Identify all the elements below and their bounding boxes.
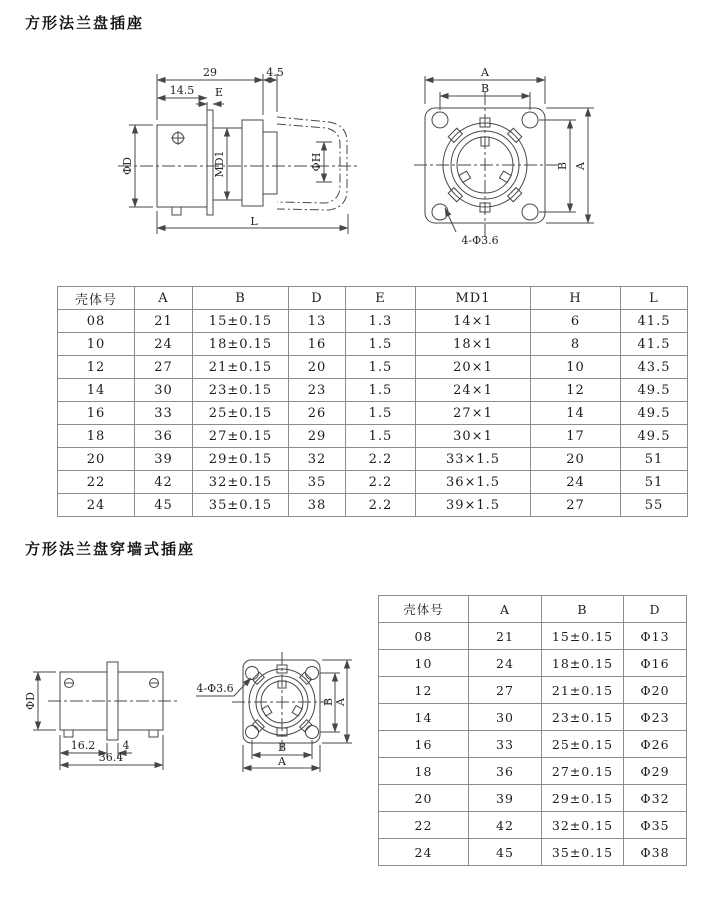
table-cell: 24 [531,471,621,494]
drawing-wall-socket-side [20,642,205,782]
drawing-flange-socket-side [96,58,368,240]
table-cell: 51 [621,471,688,494]
table-cell: 1.5 [346,402,416,425]
table-cell: 26 [289,402,346,425]
table-cell: 27×1 [416,402,531,425]
table-row [58,379,688,402]
table-cell: 29 [289,425,346,448]
table-cell: 38 [289,494,346,517]
table-cell: Φ38 [624,839,687,866]
table-cell: 15±0.15 [542,623,624,650]
table-cell: 49.5 [621,402,688,425]
flange-socket-spec-table [57,286,688,517]
table-row [58,448,688,471]
table-cell: 41.5 [621,333,688,356]
dim-label: 29 [203,66,217,79]
table-cell: 32±0.15 [193,471,289,494]
table-cell: 33×1.5 [416,448,531,471]
dim-label: 14.5 [169,84,195,97]
table-cell: 25±0.15 [193,402,289,425]
table-cell: 49.5 [621,379,688,402]
table-cell: 35±0.15 [542,839,624,866]
table-cell: 55 [621,494,688,517]
table-cell: 18±0.15 [193,333,289,356]
table-cell: 1.5 [346,425,416,448]
dim-label: A [334,698,347,706]
table-cell: 23 [289,379,346,402]
table-row [379,839,687,866]
column-header: H [531,287,621,310]
table-cell: 42 [469,812,542,839]
table-row [379,785,687,812]
table-cell: 24 [379,839,469,866]
table-cell: 23±0.15 [542,704,624,731]
table-cell: 2.2 [346,494,416,517]
section2-title: 方形法兰盘穿墙式插座 [25,540,196,558]
table-cell: 12 [531,379,621,402]
table-cell: 20 [289,356,346,379]
column-header: 壳体号 [58,287,135,310]
drawing-flange-socket-front [398,60,608,252]
column-header: E [346,287,416,310]
table-cell: 18±0.15 [542,650,624,677]
table-row [58,471,688,494]
table-row [58,494,688,517]
table-cell: 1.5 [346,333,416,356]
table-cell: 36 [135,425,193,448]
table-row [58,402,688,425]
table-row [379,623,687,650]
table-cell: Φ29 [624,758,687,785]
table-cell: 21 [469,623,542,650]
drawing-wall-socket-front [188,638,363,793]
column-header: B [193,287,289,310]
table-cell: 45 [135,494,193,517]
table-cell: 1.5 [346,379,416,402]
table-row [58,333,688,356]
dim-label: MD1 [213,150,226,178]
spec-table [378,595,687,866]
dim-label: L [250,215,258,228]
table-cell: 2.2 [346,471,416,494]
table-cell: 45 [469,839,542,866]
dim-label: ΦD [121,157,134,175]
table-cell: 16 [58,402,135,425]
table-cell: 14 [531,402,621,425]
table-cell: 15±0.15 [193,310,289,333]
column-header: MD1 [416,287,531,310]
dim-label: ΦD [24,692,37,710]
table-cell: 30 [469,704,542,731]
table-cell: 21±0.15 [193,356,289,379]
column-header: A [135,287,193,310]
table-cell: 18 [379,758,469,785]
dim-label: B [277,741,287,754]
table-cell: 27±0.15 [542,758,624,785]
table-cell: Φ26 [624,731,687,758]
dim-label: 4.5 [266,66,284,79]
table-row [379,650,687,677]
table-cell: 20×1 [416,356,531,379]
table-cell: 27±0.15 [193,425,289,448]
table-cell: 8 [531,333,621,356]
table-cell: 35 [289,471,346,494]
column-header: L [621,287,688,310]
column-header: D [624,596,687,623]
table-cell: 25±0.15 [542,731,624,758]
table-cell: 24 [58,494,135,517]
table-cell: 27 [469,677,542,704]
table-cell: 1.3 [346,310,416,333]
holes-callout: 4-Φ3.6 [461,234,499,247]
table-cell: 27 [135,356,193,379]
table-cell: 39 [469,785,542,812]
table-cell: 08 [379,623,469,650]
dim-label: 4 [122,739,130,752]
table-cell: Φ16 [624,650,687,677]
table-cell: 29±0.15 [542,785,624,812]
table-cell: 39 [135,448,193,471]
wall-socket-spec-table [378,595,687,866]
table-cell: 2.2 [346,448,416,471]
column-header: D [289,287,346,310]
table-cell: 39×1.5 [416,494,531,517]
table-cell: 14 [58,379,135,402]
table-row [379,677,687,704]
dim-label: B [556,161,569,171]
table-cell: 21±0.15 [542,677,624,704]
column-header: A [469,596,542,623]
table-cell: 30×1 [416,425,531,448]
table-cell: 21 [135,310,193,333]
table-cell: 49.5 [621,425,688,448]
table-cell: 30 [135,379,193,402]
table-row [58,356,688,379]
table-cell: 33 [469,731,542,758]
table-header-row [58,287,688,310]
holes-callout: 4-Φ3.6 [196,682,234,695]
column-header: B [542,596,624,623]
dim-label: ΦH [310,152,323,172]
table-cell: 16 [289,333,346,356]
dim-label: E [214,86,224,99]
dim-label: 36.4 [98,751,124,764]
dim-label: B [322,697,335,707]
dim-label: A [278,755,286,768]
table-row [379,758,687,785]
table-cell: 6 [531,310,621,333]
table-cell: 10 [531,356,621,379]
table-row [58,310,688,333]
table-cell: 10 [58,333,135,356]
table-cell: Φ23 [624,704,687,731]
table-cell: 12 [58,356,135,379]
table-cell: 41.5 [621,310,688,333]
table-cell: Φ32 [624,785,687,812]
table-cell: Φ35 [624,812,687,839]
table-row [58,425,688,448]
table-cell: 36 [469,758,542,785]
table-cell: 10 [379,650,469,677]
table-cell: 32 [289,448,346,471]
dim-label: B [480,82,490,95]
table-cell: 20 [379,785,469,812]
spec-table [57,286,688,517]
table-cell: 27 [531,494,621,517]
table-cell: 51 [621,448,688,471]
table-cell: 16 [379,731,469,758]
table-cell: 14×1 [416,310,531,333]
table-cell: 08 [58,310,135,333]
table-cell: 18×1 [416,333,531,356]
table-cell: 24 [469,650,542,677]
table-row [379,704,687,731]
table-cell: 29±0.15 [193,448,289,471]
table-cell: 24×1 [416,379,531,402]
table-cell: Φ13 [624,623,687,650]
table-cell: 22 [58,471,135,494]
table-cell: 17 [531,425,621,448]
table-header-row [379,596,687,623]
table-cell: 18 [58,425,135,448]
table-cell: 23±0.15 [193,379,289,402]
table-cell: 33 [135,402,193,425]
section1-title: 方形法兰盘插座 [25,14,145,32]
dim-label: 16.2 [70,739,96,752]
table-cell: 35±0.15 [193,494,289,517]
table-cell: 1.5 [346,356,416,379]
table-cell: 12 [379,677,469,704]
table-cell: 43.5 [621,356,688,379]
table-row [379,731,687,758]
table-cell: 36×1.5 [416,471,531,494]
table-cell: 22 [379,812,469,839]
table-cell: 20 [58,448,135,471]
table-cell: 24 [135,333,193,356]
dim-label: A [574,162,587,170]
table-cell: 20 [531,448,621,471]
table-row [379,812,687,839]
table-cell: 32±0.15 [542,812,624,839]
table-cell: Φ20 [624,677,687,704]
dim-label: A [481,66,489,79]
table-cell: 42 [135,471,193,494]
table-cell: 14 [379,704,469,731]
column-header: 壳体号 [379,596,469,623]
table-cell: 13 [289,310,346,333]
